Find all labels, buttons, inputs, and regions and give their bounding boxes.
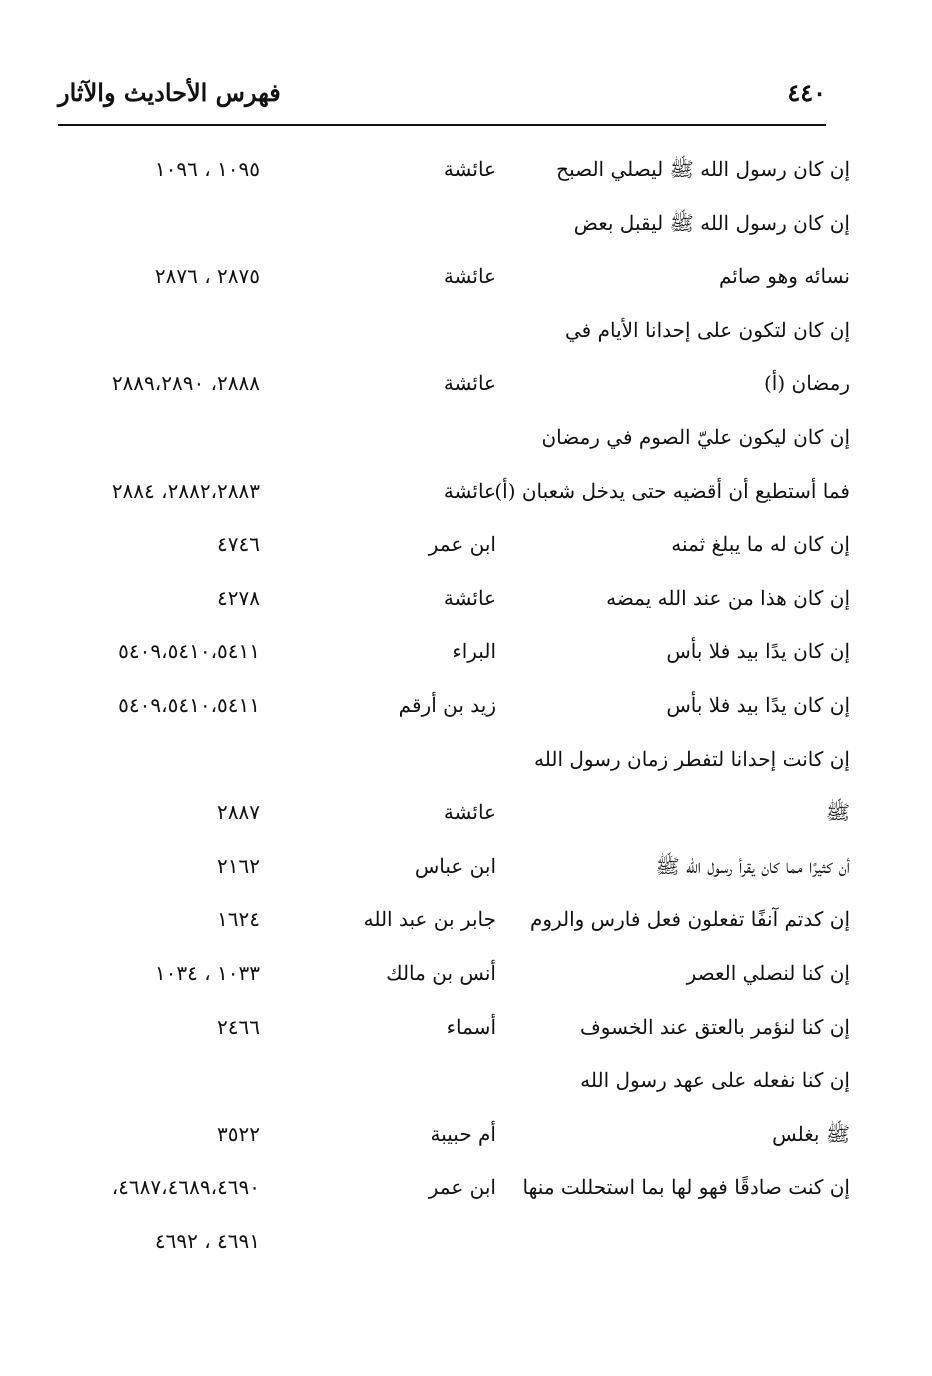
index-row [0,1110,932,1164]
index-row [0,359,932,413]
narrator: ابن عمر [428,532,496,557]
hadith-text: إن كان له ما يبلغ ثمنه [671,532,850,557]
reference-numbers: ٣٥٢٢ [217,1121,260,1146]
hadith-text: إن كنا نفعله على عهد رسول الله [580,1068,850,1093]
hadith-text: إن كنا لنصلي العصر [686,960,850,985]
index-row [0,1163,932,1217]
page-header [58,70,826,122]
index-row [0,199,932,253]
reference-numbers: ١٠٩٥ ، ١٠٩٦ [154,157,260,181]
hadith-text: إن كانت إحدانا لتفطر زمان رسول الله [534,746,850,771]
index-row [0,1056,932,1110]
index-row [0,1003,932,1057]
page-number: ٤٤٠ [787,78,826,107]
index-row [0,574,932,628]
reference-numbers: ٢٨٧٥ ، ٢٨٧٦ [154,264,260,289]
hadith-text: إن كان هذا من عند الله يمضه [606,585,850,610]
index-row [0,627,932,681]
reference-numbers: ٢١٦٢ [217,853,260,878]
index-row [0,1217,932,1271]
narrator: أم حبيبة [430,1121,496,1146]
index-row [0,467,932,521]
index-row [0,306,932,360]
hadith-text: نسائه وهو صائم [719,264,850,289]
reference-numbers: ٢٨٨٢،٢٨٨٣، ٢٨٨٤ [111,478,260,503]
index-row [0,520,932,574]
narrator: عائشة [443,800,496,825]
index-row [0,413,932,467]
index-row [0,735,932,789]
hadith-text: إن كنا لنؤمر بالعتق عند الخسوف [580,1014,850,1039]
hadith-text: إن كدتم آنفًا تفعلون فعل فارس والروم [529,907,850,932]
narrator: ابن عمر [428,1175,496,1200]
reference-numbers: ١٠٣٣ ، ١٠٣٤ [154,960,260,985]
narrator: جابر بن عبد الله [363,907,496,932]
reference-numbers: ٢٤٦٦ [217,1014,260,1039]
hadith-text: إن كان يدًا بيد فلا بأس [666,639,850,664]
hadith-text: ﷺ بغلس [772,1121,850,1146]
index-row [0,788,932,842]
index-row [0,842,932,896]
narrator: عائشة [443,371,496,396]
index-row [0,681,932,735]
hadith-text: إن كان ليكون عليّ الصوم في رمضان [541,424,850,449]
reference-numbers: ٤٧٤٦ [217,532,260,557]
reference-numbers: ٢٨٨٧ [217,800,260,825]
hadith-text: إن كنت صادقًا فهو لها بما استحللت منها [522,1175,850,1200]
narrator: البراء [452,639,496,664]
hadith-text: إن كان رسول الله ﷺ ليصلي الصبح [556,157,850,181]
narrator: عائشة [443,478,496,503]
narrator: ابن عباس [414,853,496,878]
index-row [0,145,932,199]
narrator: عائشة [443,157,496,181]
narrator: أنس بن مالك [386,960,496,985]
reference-numbers: ٢٨٨٨، ٢٨٨٩،٢٨٩٠ [111,371,260,396]
reference-numbers: ٥٤٠٩،٥٤١٠،٥٤١١ [118,639,260,664]
narrator: أسماء [446,1014,496,1039]
hadith-text: أن كثيرًا مما كان يقرأ رسول الله ﷺ [655,853,850,878]
reference-numbers: ٤٦٩١ ، ٤٦٩٢ [154,1228,260,1253]
narrator: زيد بن أرقم [398,692,496,717]
reference-numbers: ٤٦٨٧،٤٦٨٩،٤٦٩٠، [111,1175,260,1200]
index-row [0,895,932,949]
header-divider [58,124,826,126]
hadith-text: إن كان لتكون على إحدانا الأيام في [565,317,850,342]
narrator: عائشة [443,585,496,610]
hadith-text: فما أستطيع أن أقضيه حتى يدخل شعبان (أ) [494,478,850,503]
narrator: عائشة [443,264,496,289]
reference-numbers: ٤٢٧٨ [217,585,260,610]
index-row [0,252,932,306]
hadith-text: إن كان رسول الله ﷺ ليقبل بعض [573,210,850,235]
hadith-text: إن كان يدًا بيد فلا بأس [666,692,850,717]
page-title: فهرس الأحاديث والآثار [58,78,281,107]
reference-numbers: ٥٤٠٩،٥٤١٠،٥٤١١ [118,692,260,717]
hadith-text: رمضان (أ) [763,371,850,396]
hadith-index-list [0,145,932,1270]
index-row [0,949,932,1003]
reference-numbers: ١٦٢٤ [217,907,260,932]
hadith-text: ﷺ [825,800,850,825]
